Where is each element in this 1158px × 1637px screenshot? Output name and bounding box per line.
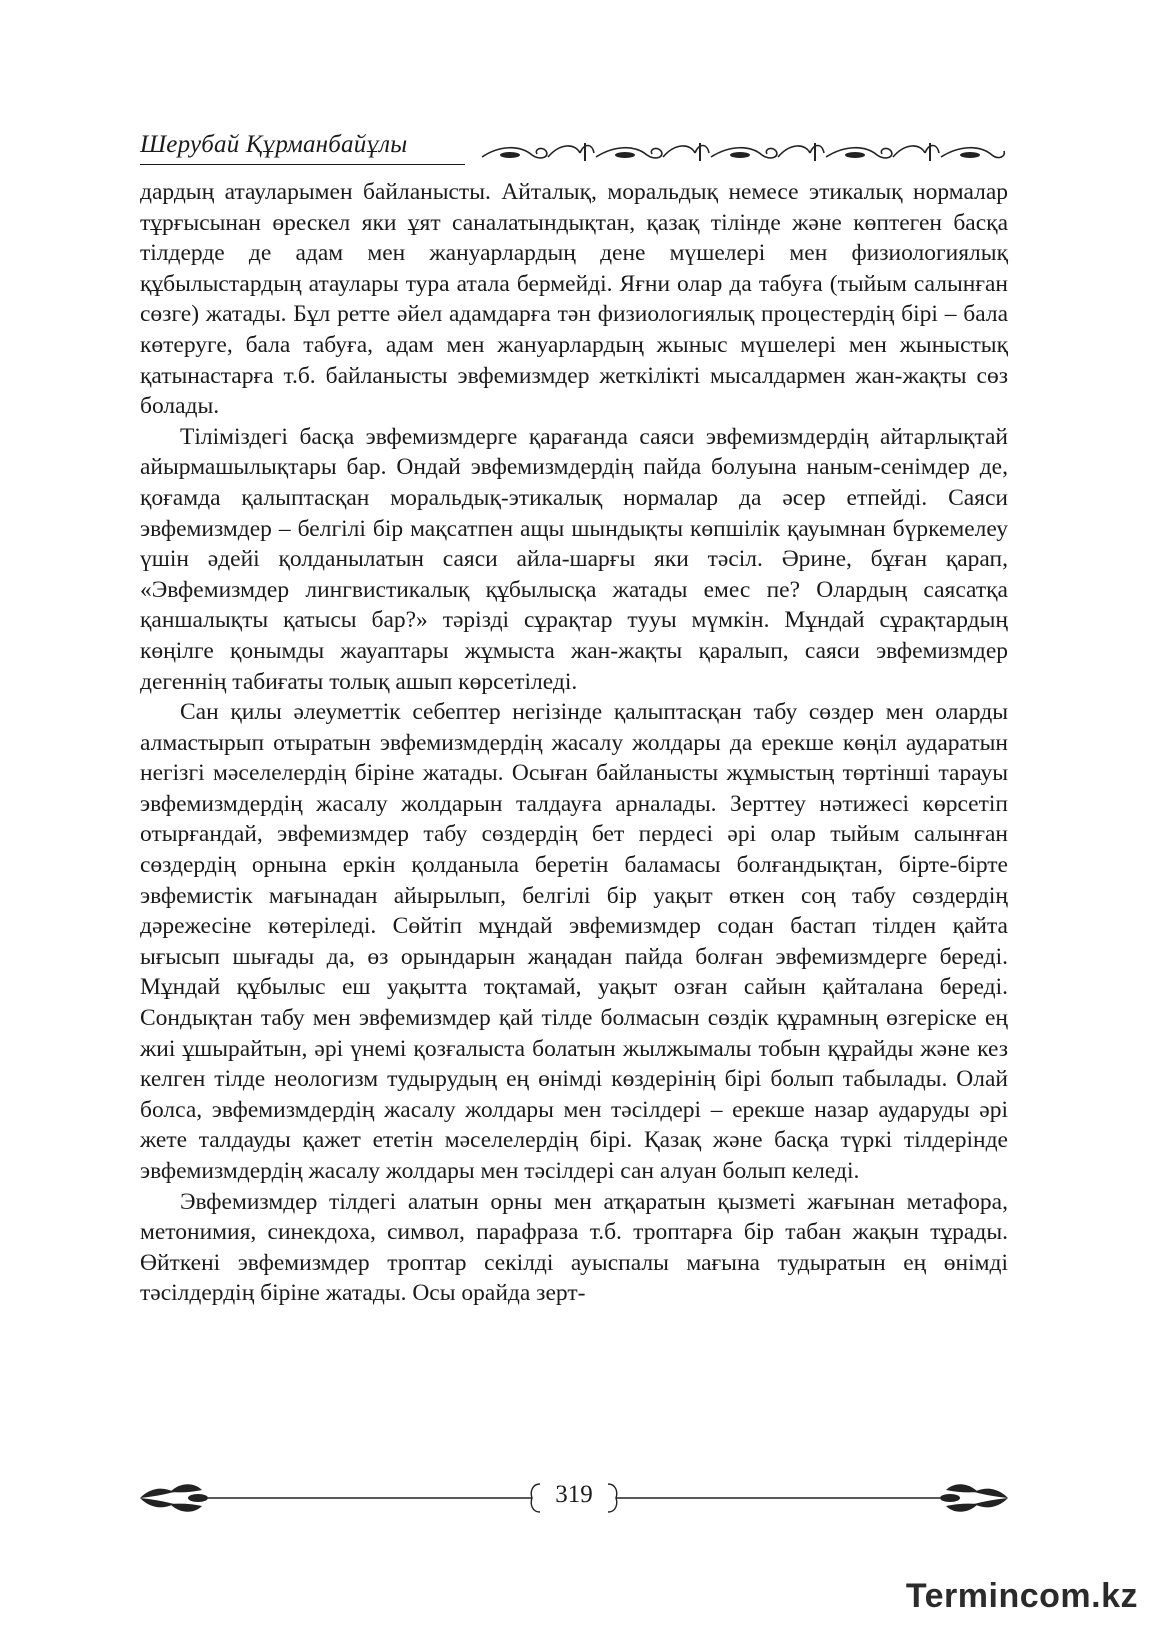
- page-number: 319: [555, 1481, 593, 1508]
- page-footer: [140, 1478, 1008, 1518]
- header-underline: [140, 164, 465, 165]
- paragraph-3: Сан қилы әлеуметтік себептер негізінде қалыптасқан табу сөздер мен оларды алмастырып отыратын эвфемизмдердің жасалу жолдары да ерекше көңіл аударатын негізгі мәселелердің біріне жатады. Осыған байланысты жұмыстың төртінші тарауы эвфемизмдердің жасалу жолдарын талдауға арналады. Зерттеу нәтижесі көрсетіп отырғандай, эвфемизмдер табу сөздердің бет пердесі әрі олар тыйым салынған сөздердің орнына еркін қолданыла беретін баламасы болғандықтан, бірте-бірте эвфемистік мағынадан айырылып, белгілі бір уақыт өткен соң табу сөздердің дәрежесіне көтеріледі. Сөйтіп мұндай эвфемизмдер содан бастап тілден қайта ығысып шығады да, өз орындарын жаңадан пайда болған эвфемизмдерге береді. Мұндай құбылыс еш уақытта тоқтамай, уақыт озған сайын қайталана береді. Сондықтан табу мен эвфемизмдер қай тілде болмасын сөздік құрамның өзгеріске ең жиі ұшырайтын, әрі үнемі қозғалыста болатын жылжымалы тобын құрайды және кез келген тілде неологизм тудырудың ең өнімді көздерінің бірі болып табылады. Олай болса, эвфемизмдердің жасалу жолдары мен тәсілдері – ерекше назар аударуды әрі жете талдауды қажет ететін мәселелердің бірі. Қазақ және басқа түркі тілдерінде эвфемизмдердің жасалу жолдары мен тәсілдері сан алуан болып келеді.: [140, 699, 1008, 1184]
- running-header-author: Шерубай Құрманбайұлы: [140, 131, 408, 158]
- paragraph-4: Эвфемизмдер тілдегі алатын орны мен атқаратын қызметі жағынан метафора, метонимия, синекдоха, символ, парафраза т.б. троптарға бір табан жақын тұрады. Өйткені эвфемизмдер троптар секілді ауыспалы мағына тудыратын ең өнімді тәсілдердің біріне жатады. Осы орайда зерт-: [140, 1188, 1008, 1307]
- paragraph-2: Тіліміздегі басқа эвфемизмдерге қарағанда саяси эвфемизмдердің айтарлықтай айырмашылықтары бар. Ондай эвфемизмдердің пайда болуына наным-сенімдер де, қоғамда қалыптасқан моральдық-этикалық нормалар да әсер етпейді. Саяси эвфемизмдер – белгілі бір мақсатпен ащы шындықты көпшілік қауымнан бүркемелеу үшін әдейі қолданылатын саяси айла-шарғы яки тәсіл. Әрине, бұған қарап, «Эвфемизмдер лингвистикалық құбылысқа жатады емес пе? Олардың саясатқа қаншалықты қатысы бар?» тәрізді сұрақтар тууы мүмкін. Мұндай сұрақтардың көңілге қонымды жауаптары жұмыста жан-жақты қаралып, саяси эвфемизмдер дегеннің табиғаты толық ашып көрсетіледі.: [140, 423, 1008, 695]
- body-text: [140, 177, 1008, 1309]
- scroll-ornament-icon: [480, 137, 1008, 167]
- watermark-logo: Termincom.kz: [905, 1577, 1138, 1615]
- paragraph-1: дардың атауларымен байланысты. Айталық, моральдық немесе этикалық нормалар тұрғысынан өрескел яки ұят саналатындықтан, қазақ тілінде және көптеген басқа тілдерде де адам мен жануарлардың дене мүшелері мен физиологиялық құбылыстардың атаулары тура атала бермейді. Яғни олар да табуға (тыйым салынған сөзге) жатады. Бұл ретте әйел адамдарға тән физиологиялық процестердің бірі – бала көтеруге, бала табуға, адам мен жануарлардың жыныс мүшелері мен жыныстық қатынастарға т.б. байланысты эвфемизмдер жеткілікті мысалдармен жан-жақты сөз болады.: [140, 179, 1008, 420]
- running-header: [140, 131, 1008, 171]
